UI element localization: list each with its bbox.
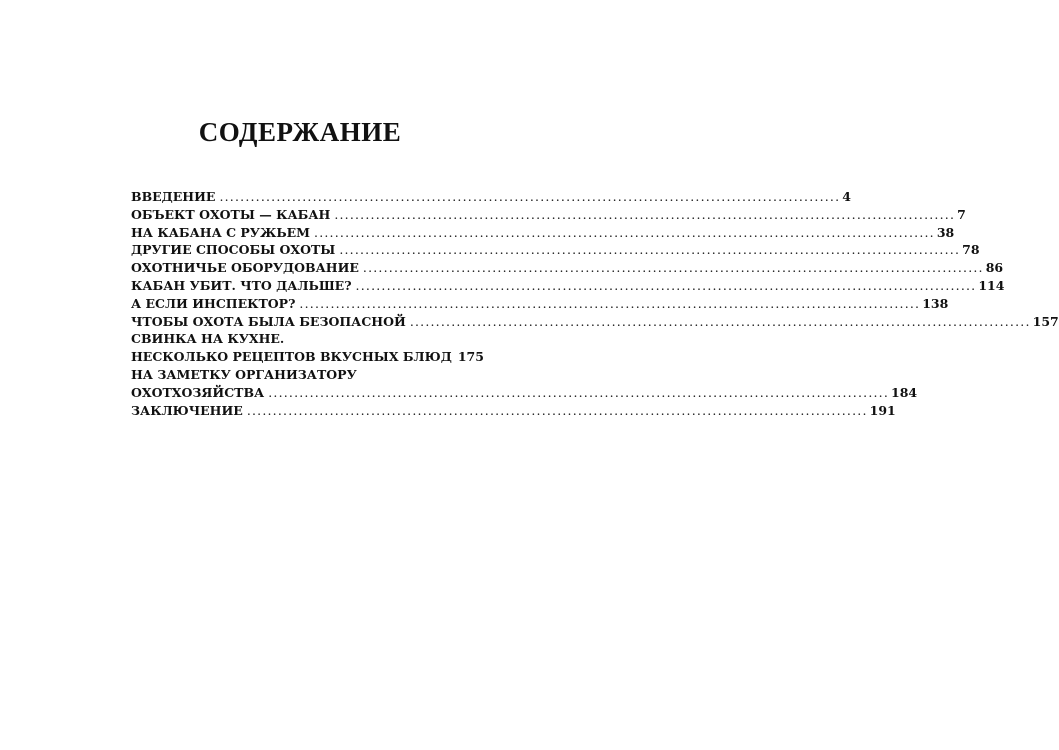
toc-entry-title: ОХОТХОЗЯЙСТВА [131, 384, 265, 400]
toc-entry [131, 330, 471, 348]
dot-leader: ........................................................................................................................ [219, 189, 841, 204]
toc-entry [131, 366, 471, 384]
toc-entry [131, 384, 918, 402]
toc-entry-title: НЕСКОЛЬКО РЕЦЕПТОВ ВКУСНЫХ БЛЮД [131, 349, 452, 365]
dot-leader: ........................................................................................................................ [339, 242, 961, 258]
toc-entry [131, 259, 1004, 277]
toc-entry [131, 188, 851, 206]
dot-leader: ........................................................................................................................ [355, 277, 977, 293]
toc-entry-title: СВИНКА НА КУХНЕ. [131, 331, 285, 347]
toc-entry-page-number: 38 [936, 224, 955, 240]
toc-entry-title: ОБЪЕКТ ОХОТЫ — КАБАН [131, 206, 331, 222]
toc-entry [131, 224, 955, 242]
toc-entry-page-number: 114 [978, 277, 1005, 293]
toc-entry-page-number: 184 [891, 384, 918, 400]
toc-entry-title: НА ЗАМЕТКУ ОРГАНИЗАТОРУ [131, 366, 357, 382]
toc-entry-title: ЗАКЛЮЧЕНИЕ [131, 402, 243, 418]
toc-entry-page-number: 175 [457, 349, 484, 365]
dot-leader: ........................................................................................................................ [362, 260, 984, 276]
toc-entry-page-number: 191 [869, 402, 896, 418]
toc-entry-title: ЧТОБЫ ОХОТА БЫЛА БЕЗОПАСНОЙ [131, 313, 406, 329]
toc-entry [131, 348, 484, 366]
toc-entry [131, 206, 966, 224]
toc-entry [131, 402, 896, 420]
toc-entry-title: ВВЕДЕНИЕ [131, 189, 216, 204]
toc-entry-title: А ЕСЛИ ИНСПЕКТОР? [131, 295, 296, 311]
toc-entry [131, 295, 949, 313]
dot-leader: ........................................................................................................................ [299, 295, 921, 311]
dot-leader: ........................................................................................................................ [334, 206, 956, 222]
toc-entry-page-number: 7 [957, 206, 966, 222]
toc-entry-title: ОХОТНИЧЬЕ ОБОРУДОВАНИЕ [131, 260, 359, 276]
table-of-contents [131, 188, 1059, 419]
toc-entry-page-number: 138 [922, 295, 949, 311]
dot-leader: ........................................................................................................................ [268, 384, 890, 400]
toc-entry-title: НА КАБАНА С РУЖЬЕМ [131, 224, 311, 240]
dot-leader: ........................................................................................................................ [314, 224, 935, 240]
toc-entry-page-number: 78 [962, 242, 980, 258]
toc-entry-title: ДРУГИЕ СПОСОБЫ ОХОТЫ [131, 242, 336, 258]
page-title: СОДЕРЖАНИЕ [198, 117, 402, 147]
toc-entry-page-number: 86 [985, 260, 1004, 276]
toc-entry-page-number: 157 [1032, 313, 1059, 329]
toc-entry-page-number: 4 [842, 189, 851, 204]
toc-entry [131, 241, 980, 259]
toc-entry [131, 277, 1005, 295]
dot-leader: ........................................................................................................................ [246, 402, 868, 418]
dot-leader: ........................................................................................................................ [409, 313, 1031, 329]
toc-entry-title: КАБАН УБИТ. ЧТО ДАЛЬШЕ? [131, 277, 352, 293]
toc-entry [131, 313, 1059, 331]
